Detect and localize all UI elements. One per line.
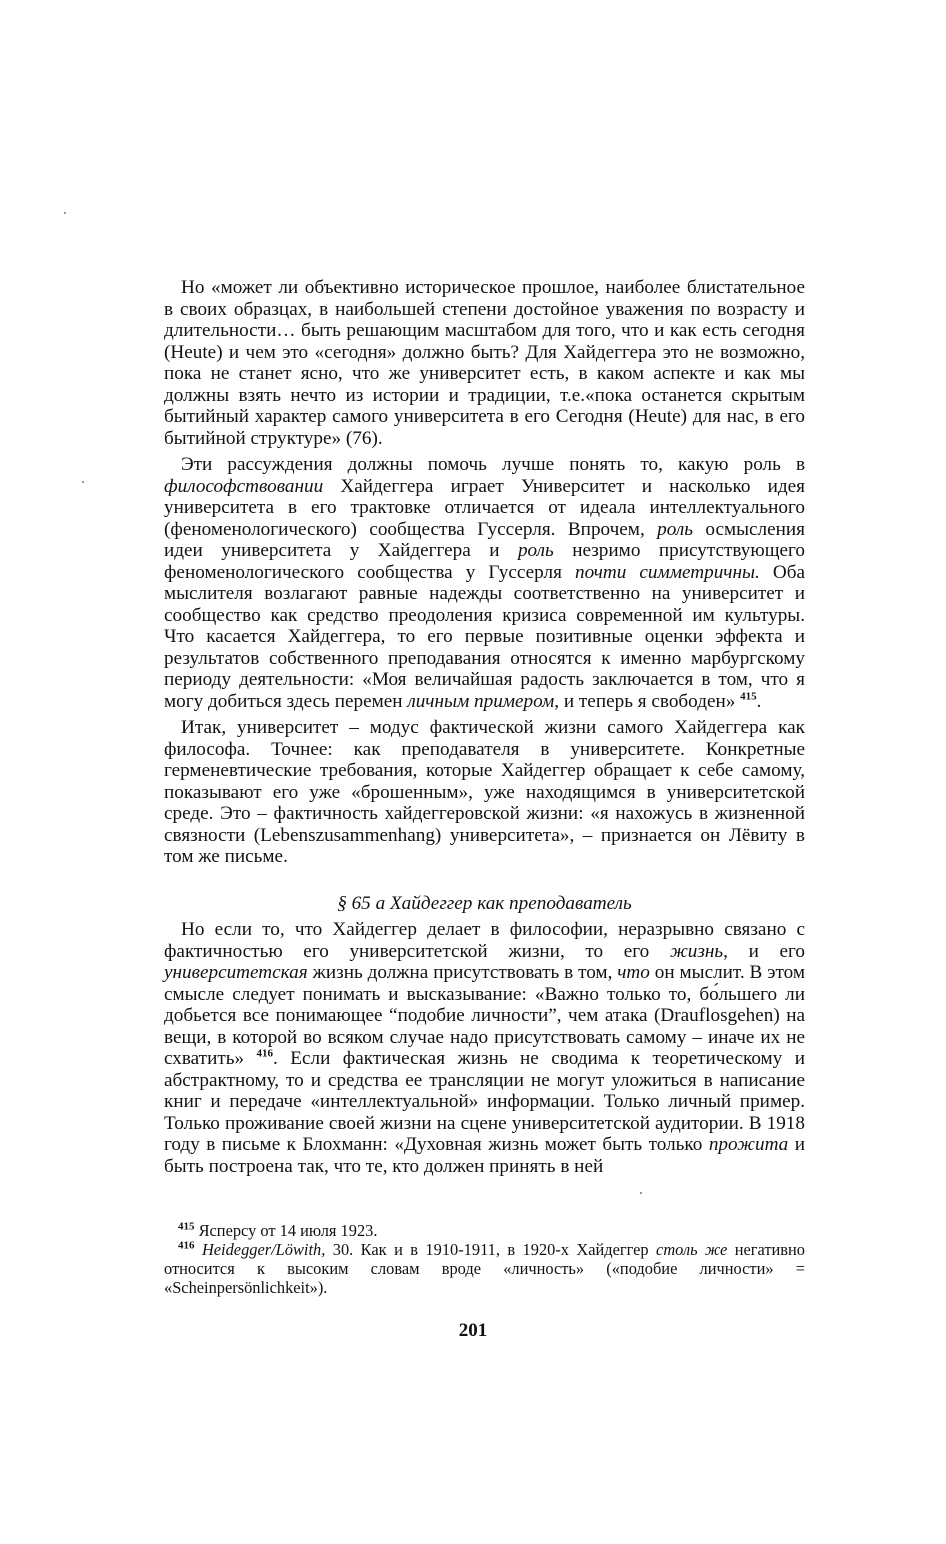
italic-run: Heidegger/Löwith, [201, 1240, 326, 1259]
italic-run: столь же [656, 1240, 728, 1259]
text-run: , и его [723, 940, 805, 962]
text-run: и быть построена так, что те, кто должен принять в ней [164, 1134, 805, 1177]
paragraphs-before [164, 277, 805, 868]
footnote [164, 1221, 805, 1240]
text-run: , и теперь я свободен» [554, 690, 741, 712]
page-number: 201 [458, 1320, 488, 1341]
text-run: Хайдеггера играет Университет и насколько идея университета в его трактовке отличается от идеала интеллектуального (феноменологического) сообщества Гуссерля. Впрочем, [164, 475, 805, 540]
text-run [195, 1240, 202, 1259]
italic-run: личным примером [407, 690, 555, 712]
footnote-ref: 415 [178, 1220, 195, 1233]
text-run: он мыслит. В этом смысле следует понимать и высказывание: «Важно только то, бо́льшего ли добьется все понимающее “подобие личности”, чем атака (Drauflosgehen) на вещи, в которой во всяком случае надо присутствовать самому – иначе их не схватить» [164, 962, 805, 1069]
paragraph [164, 717, 805, 868]
text-run: Ясперсу от 14 июля 1923. [194, 1221, 378, 1240]
text-run: осмысления идеи университета у Хайдеггера и [164, 518, 805, 561]
text-run: 30. Как и в 1910-1911, в 1920-х Хайдеггер [325, 1240, 657, 1259]
text-run: . [756, 690, 762, 712]
italic-run: роль [657, 518, 693, 540]
text-run: . Если фактическая жизнь не сводима к теоретическому и абстрактному, то и средства ее трансляции не могут уложиться в написание книг и передаче «интеллектуальной» информации. Только личный пример. Только проживание своей жизни на сцене университетской аудитории. В 1918 году в письме к Блохманн: «Духовная жизнь может быть только [164, 1048, 805, 1155]
italic-run: университетская [164, 962, 308, 983]
text-run: негативно относится к высоким словам вроде «личность» («подобие личности» = «Scheinpersönlichkeit»). [164, 1240, 805, 1297]
footnote [164, 1240, 805, 1297]
paragraph [164, 919, 805, 1177]
paragraphs-after [164, 919, 805, 1177]
italic-run: что [617, 962, 650, 983]
scan-speck [64, 212, 66, 214]
text-run: Но если то, что Хайдеггер делает в философии, неразрывно связано с фактичностью его университетской жизни, то его [164, 919, 805, 962]
text-run: незримо присутствующего феноменологического сообщества у Гуссерля [164, 540, 805, 583]
italic-run: жизнь [669, 940, 724, 962]
footnote-ref: 416 [178, 1239, 195, 1252]
paragraph [164, 454, 805, 712]
text-run: Но «может ли объективно историческое прошлое, наиболее блистательное в своих образцах, в наибольшей степени достойное уважения по возрасту и длительности… быть решающим масштабом для того, что и как есть сегодня (Heute) и чем это «сегодня» должно быть? Для Хайдеггера это не возможно, пока не станет ясно, что же университет есть, в каком аспекте и как мы должны взять нечто из истории и традиции, т.е.«пока останется скрытым бытийный характер самого университета в его Сегодня (Heute) для нас, в его бытийной структуре» (76). [164, 277, 805, 449]
text-run: жизнь должна присутствовать в том, [307, 962, 618, 983]
footnote-ref: 415 [740, 690, 757, 703]
section-heading: § 65 а Хайдеггер как преподаватель [337, 892, 632, 914]
italic-run: прожита [708, 1134, 789, 1155]
scan-speck [640, 1192, 642, 1194]
italic-run: философствовании [164, 475, 324, 497]
main-text [164, 277, 805, 1182]
italic-run: почти симметричны. [575, 561, 760, 583]
text-run: Итак, университет – модус фактической жизни самого Хайдеггера как философа. Точнее: как преподавателя в университете. Конкретные герменевтические требования, которые Хайдеггер обращает к себе самому, показывают его уже «брошенным», уже находящимся в университетской среде. Это – фактичность хайдеггеровской жизни: «я нахожусь в жизненной связности (Lebenszusammenhang) университета», – признается он Лёвиту в том же письме. [164, 717, 805, 867]
paragraph [164, 277, 805, 449]
italic-run: роль [517, 540, 554, 561]
footnote-ref: 416 [256, 1047, 274, 1060]
text-run: Эти рассуждения должны помочь лучше понять то, какую роль в [181, 454, 805, 475]
text-run: Оба мыслителя возлагают равные надежды соответственно на университет и сообщество как средство преодоления кризиса современной им культуры. Что касается Хайдеггера, то его первые позитивные оценки эффекта и результатов собственного преподавания относятся к именно марбургскому периоду деятельности: «Моя величайшая радость заключается в том, что я могу добиться здесь перемен [164, 561, 806, 712]
footnotes [164, 1221, 805, 1297]
scan-speck [82, 481, 84, 483]
